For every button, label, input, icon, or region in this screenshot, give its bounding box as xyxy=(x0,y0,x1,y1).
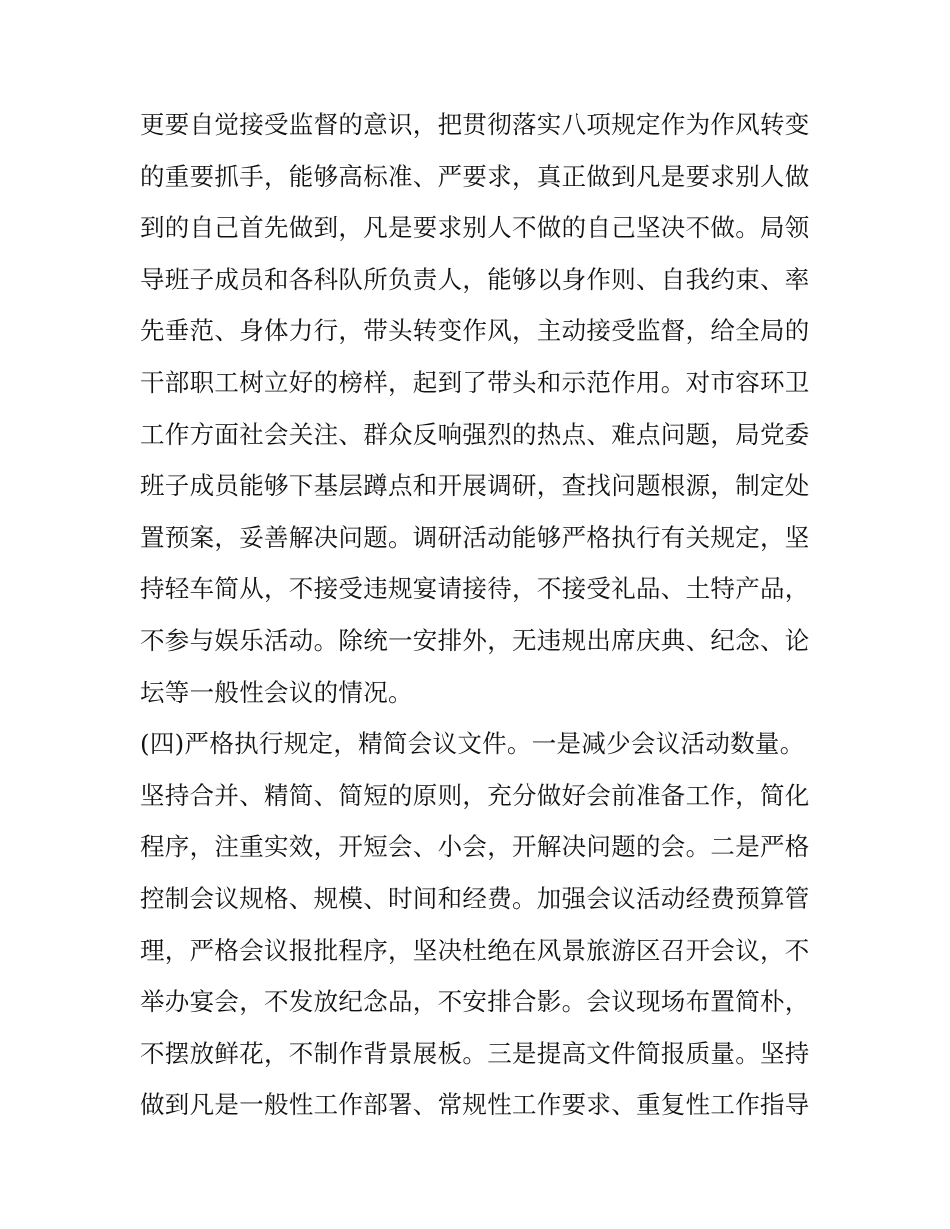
text-line: 先垂范、身体力行，带头转变作风，主动接受监督，给全局的 xyxy=(140,316,810,346)
text-line: 做到凡是一般性工作部署、常规性工作要求、重复性工作指导 xyxy=(140,1090,810,1120)
text-line: 导班子成员和各科队所负责人，能够以身作则、自我约束、率 xyxy=(140,264,810,294)
section-heading-line: (四)严格执行规定，精简会议文件。一是减少会议活动数量。 xyxy=(140,729,805,759)
body-text xyxy=(140,99,820,1131)
text-line: 工作方面社会关注、群众反响强烈的热点、难点问题，局党委 xyxy=(140,419,810,449)
text-line: 不摆放鲜花，不制作背景展板。三是提高文件简报质量。坚持 xyxy=(140,1038,810,1068)
text-line: 控制会议规格、规模、时间和经费。加强会议活动经费预算管 xyxy=(140,883,810,913)
text-line: 到的自己首先做到，凡是要求别人不做的自己坚决不做。局领 xyxy=(140,213,810,243)
text-line: 置预案，妥善解决问题。调研活动能够严格执行有关规定，坚 xyxy=(140,522,810,552)
text-line: 举办宴会，不发放纪念品，不安排合影。会议现场布置简朴， xyxy=(140,987,810,1017)
text-line: 持轻车简从，不接受违规宴请接待，不接受礼品、土特产品， xyxy=(140,574,810,604)
text-line: 干部职工树立好的榜样，起到了带头和示范作用。对市容环卫 xyxy=(140,367,810,397)
text-line: 程序，注重实效，开短会、小会，开解决问题的会。二是严格 xyxy=(140,832,810,862)
text-line: 更要自觉接受监督的意识，把贯彻落实八项规定作为作风转变 xyxy=(140,110,810,139)
text-line: 坛等一般性会议的情况。 xyxy=(140,677,413,707)
text-line: 不参与娱乐活动。除统一安排外，无违规出席庆典、纪念、论 xyxy=(140,625,810,655)
text-line: 的重要抓手，能够高标准、严要求，真正做到凡是要求别人做 xyxy=(140,161,810,191)
text-line: 班子成员能够下基层蹲点和开展调研，查找问题根源，制定处 xyxy=(140,471,810,501)
text-line: 坚持合并、精简、简短的原则，充分做好会前准备工作，简化 xyxy=(140,780,810,810)
text-line: 理，严格会议报批程序，坚决杜绝在风景旅游区召开会议，不 xyxy=(140,935,810,965)
